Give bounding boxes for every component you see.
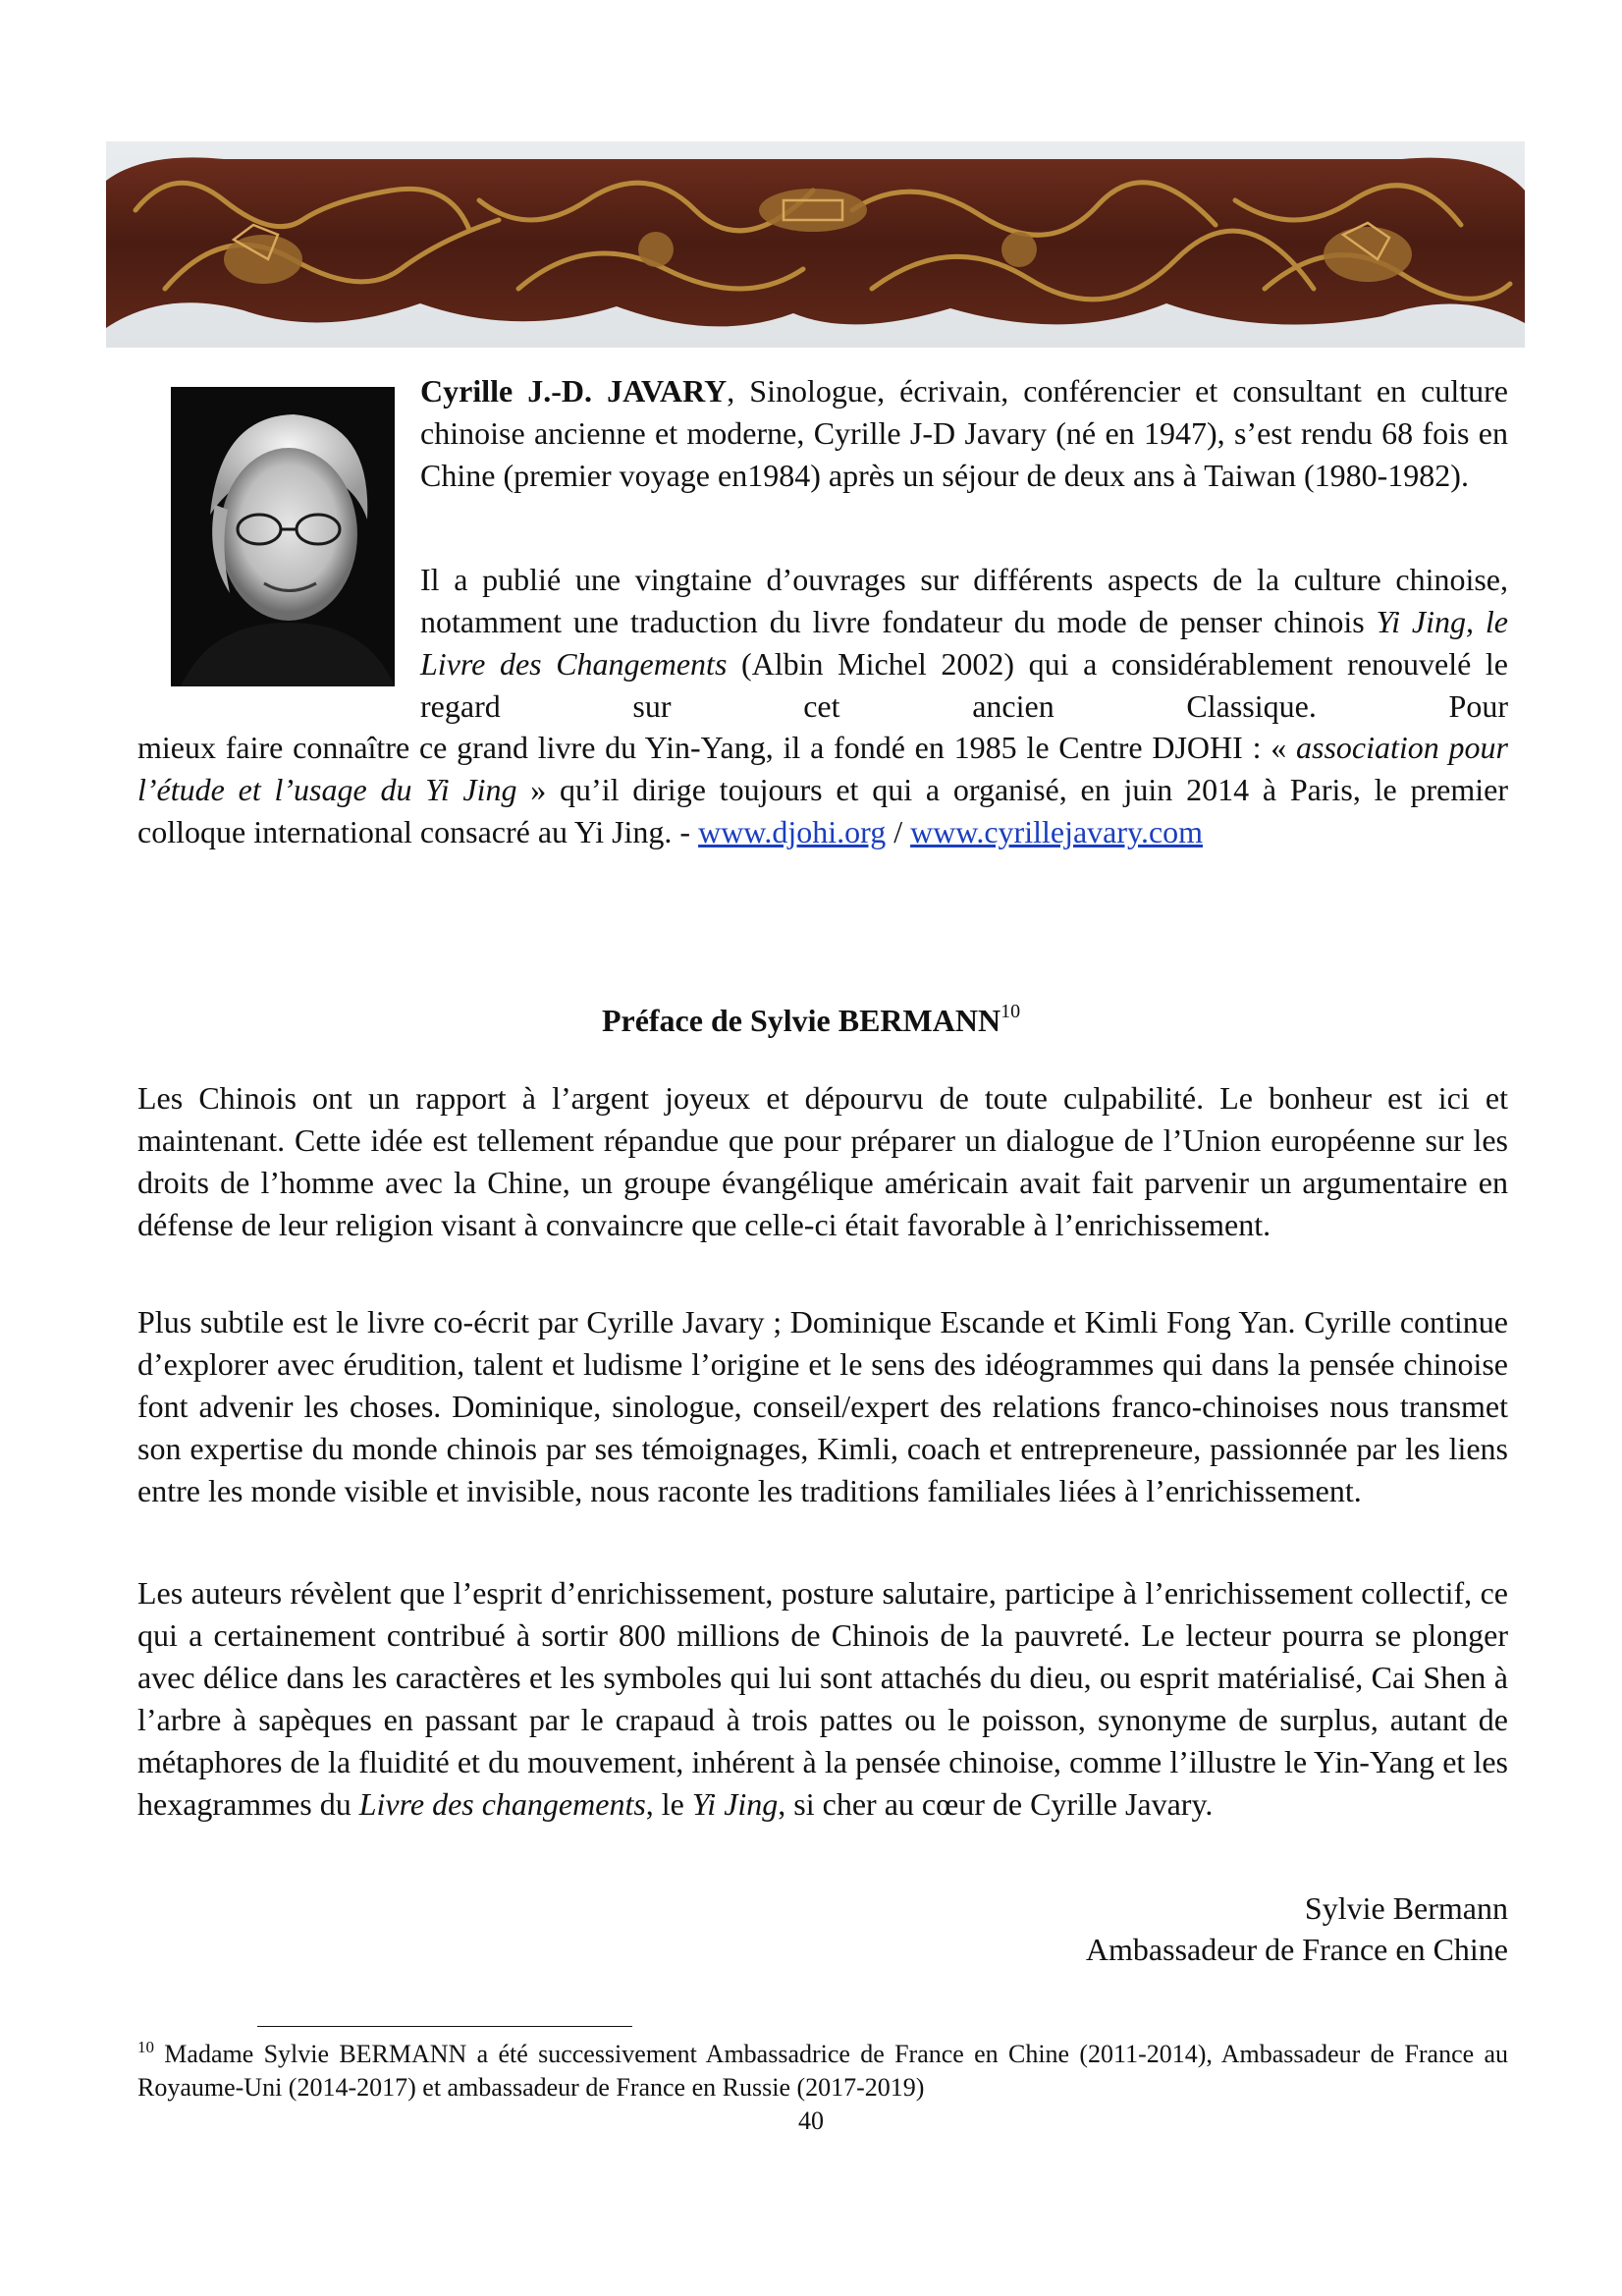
footnote xyxy=(137,2038,1508,2105)
bio-paragraph-2 xyxy=(420,559,1508,728)
preface-p3-mid: , le xyxy=(645,1786,692,1822)
preface-book-title-yijing: Yi Jing xyxy=(691,1786,779,1822)
bio-djohi-text: mieux faire connaître ce grand livre du Yin-Yang, il a fondé en 1985 le Centre DJOHI : « xyxy=(137,730,1296,765)
preface-p3-end: , si cher au cœur de Cyrille Javary. xyxy=(778,1786,1214,1822)
bio-publications-text: Il a publié une vingtaine d’ouvrages sur différents aspects de la culture chinoise, notamment une traduction du livre fondateur du mode de penser chinois xyxy=(420,562,1508,639)
link-separator: / xyxy=(886,814,911,849)
signature-title: Ambassadeur de France en Chine xyxy=(1085,1932,1508,1967)
bio-intro-text: , Sinologue, écrivain, conférencier et consultant en culture chinoise ancienne et moderne, Cyrille J-D Javary (né en 1947), s’est rendu 68 fois en Chine (premier voyage en1984) après un séjour de deux ans à Taiwan (1980-1982). xyxy=(420,373,1509,493)
preface-heading-text: Préface de Sylvie BERMANN xyxy=(601,1003,1001,1038)
portrait-photo xyxy=(171,387,395,686)
bio-paragraph-2-continued xyxy=(137,727,1508,853)
footnote-number: 10 xyxy=(137,2038,154,2056)
footnote-divider xyxy=(257,2026,632,2027)
footnote-reference[interactable]: 10 xyxy=(1000,1001,1021,1022)
preface-p3-text: Les auteurs révèlent que l’esprit d’enrichissement, posture salutaire, participe à l’enrichissement collectif, ce qui a certainement contribué à sortir 800 millions de Chinois de la pauvreté. Le lecteur pourra se plonger avec délice dans les caractères et les symboles qui lui sont attachés du dieu, ou esprit matérialisé, Cai Shen à l’arbre à sapèques en passant par le crapaud à trois pattes ou le poisson, synonyme de surplus, autant de métaphores de la fluidité et du mouvement, inhérent à la pensée chinoise, comme l’illustre le Yin-Yang et les hexagrammes du xyxy=(137,1575,1508,1822)
cyrillejavary-link[interactable]: www.cyrillejavary.com xyxy=(910,814,1204,849)
preface-paragraph-3 xyxy=(137,1572,1508,1826)
bio-colloque-text: » qu’il dirige toujours et qui a organisé, en juin 2014 à Paris, le premier colloque international consacré au Yi Jing. - xyxy=(137,772,1509,849)
bio-book-title: Yi Jing, le Livre des Changements xyxy=(420,604,1509,682)
carved-wood-ornament xyxy=(106,141,1525,348)
bio-paragraph-1 xyxy=(420,370,1508,497)
page-number: 40 xyxy=(798,2106,824,2135)
bio-book-remark: (Albin Michel 2002) qui a considérablement renouvelé le regard sur cet ancien Classique. Pour xyxy=(420,646,1509,724)
bio-djohi-quote: association pour l’étude et l’usage du Yi Jing xyxy=(137,730,1509,807)
footnote-text: Madame Sylvie BERMANN a été successivement Ambassadrice de France en Chine (2011-2014), Ambassadeur de France au Royaume-Uni (2014-2017) et ambassadeur de France en Russie (2017-2019) xyxy=(137,2040,1508,2102)
signature-name: Sylvie Bermann xyxy=(1304,1890,1508,1926)
carved-wood-banner-image xyxy=(106,141,1525,348)
bio-name: Cyrille J.-D. JAVARY xyxy=(420,373,728,409)
preface-book-title-fr: Livre des changements xyxy=(358,1786,646,1822)
preface-heading xyxy=(0,1000,1622,1042)
djohi-link[interactable]: www.djohi.org xyxy=(698,814,887,849)
preface-paragraph-2: Plus subtile est le livre co-écrit par Cyrille Javary ; Dominique Escande et Kimli Fong Yan. Cyrille continue d’explorer avec érudition, talent et ludisme l’origine et le sens des idéogrammes qui dans la pensée chinoise font advenir les choses. Dominique, sinologue, conseil/expert des relations franco-chinoises nous transmet son expertise du monde chinois par ses témoignages, Kimli, coach et entrepreneure, passionnée par les liens entre les monde visible et invisible, nous raconte les traditions familiales liées à l’enrichissement. xyxy=(137,1304,1508,1508)
preface-paragraph-1: Les Chinois ont un rapport à l’argent joyeux et dépourvu de toute culpabilité. Le bonheur est ici et maintenant. Cette idée est tellement répandue que pour préparer un dialogue de l’Union européenne sur les droits de l’homme avec la Chine, un groupe évangélique américain avait fait parvenir un argumentaire en défense de leur religion visant à convaincre que celle-ci était favorable à l’enrichissement. xyxy=(137,1080,1508,1242)
portrait-illustration xyxy=(171,387,395,686)
